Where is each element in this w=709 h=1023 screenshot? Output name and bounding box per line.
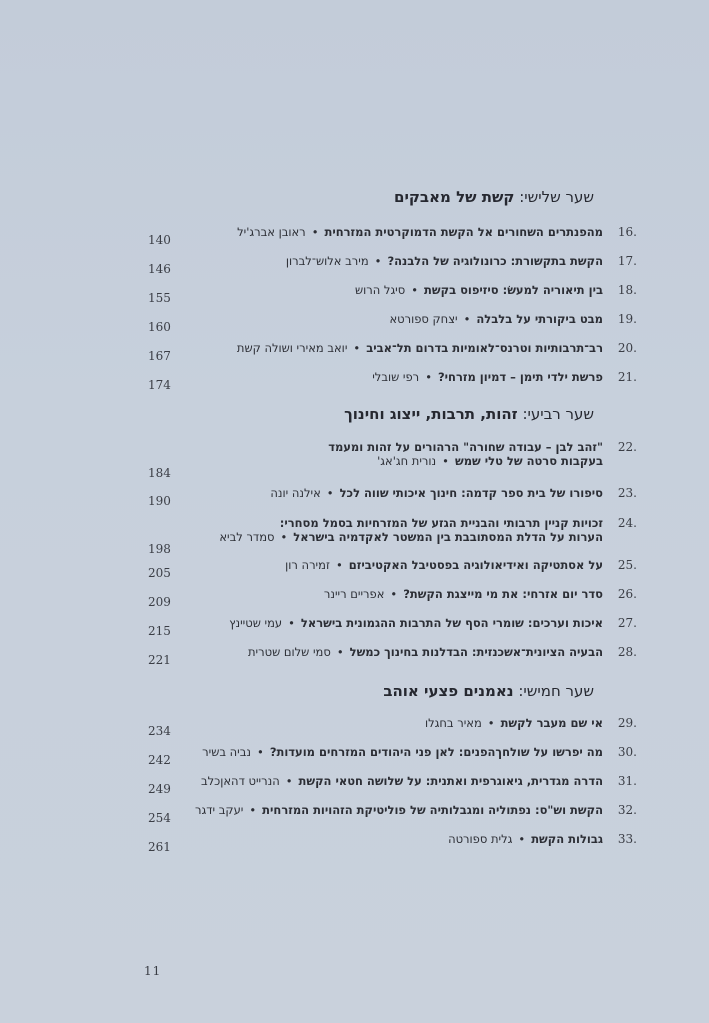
section-prefix: שער רביעי: [522, 405, 594, 423]
entry-number: 25. [617, 558, 637, 572]
toc-entry[interactable] [140, 283, 637, 305]
entry-title: סיפורו של בית ספר קדמה: חינוך איכותי שווה לכל [339, 486, 603, 500]
bullet-separator: • [374, 254, 382, 268]
toc-entry[interactable] [140, 616, 637, 638]
entry-page: 146 [148, 262, 171, 276]
entry-number: 26. [617, 587, 637, 601]
entry-text [285, 558, 603, 572]
toc-entry[interactable] [140, 341, 637, 363]
entry-title: מה יפרשו על שולחךהפנים: לאן פני היהודים המזרחים מועדות? [269, 745, 603, 759]
toc-entry[interactable] [140, 774, 637, 796]
toc-entry[interactable] [140, 516, 637, 556]
entry-number: 30. [617, 745, 637, 759]
toc-entry[interactable] [140, 486, 637, 508]
entry-page: 261 [148, 840, 171, 854]
bullet-separator: • [288, 616, 295, 630]
entry-text [425, 716, 603, 730]
entry-text [248, 645, 603, 659]
entry-author: רפי שובלי [372, 370, 420, 384]
bullet-separator: • [280, 530, 288, 544]
entry-title: גבולות הקשת [531, 832, 603, 846]
entry-page: 140 [148, 233, 171, 247]
bullet-separator: • [518, 832, 526, 846]
entry-page: 221 [148, 653, 171, 667]
bullet-separator: • [353, 341, 361, 355]
bullet-separator: • [442, 454, 449, 468]
entry-number: 28. [617, 645, 637, 659]
bullet-separator: • [336, 645, 344, 659]
bullet-separator: • [326, 486, 334, 500]
entry-number: 22. [617, 440, 637, 454]
toc-entry[interactable] [140, 645, 637, 667]
entry-page: 242 [148, 753, 171, 767]
section-main: נאמנים פצעי אוהב [383, 682, 514, 700]
entry-text [448, 832, 603, 846]
entry-author: סמדר לביא [219, 530, 275, 544]
entry-number: 21. [617, 370, 637, 384]
entry-text [324, 587, 603, 601]
entry-text [219, 516, 603, 544]
entry-number: 16. [617, 225, 637, 239]
entry-title: הדרה מגדרית, גיאוגרפית ואתנית: על שלושה חטאי הקשת [298, 774, 603, 788]
entry-number: 32. [617, 803, 637, 817]
entry-author: הנרייט דהאןכלב [200, 774, 280, 788]
entry-page: 254 [148, 811, 171, 825]
entry-title: מבט ביקורתי על בלבלה [476, 312, 603, 326]
entry-title: מהפנתרים השחורים אל הקשת הדמוקרטית המזרחית [324, 225, 603, 239]
entry-page: 174 [148, 378, 171, 392]
entry-title-line2: בעקבות סרטה של טלי שמש [454, 454, 603, 468]
toc-entry[interactable] [140, 832, 637, 854]
bullet-separator: • [335, 558, 343, 572]
entry-text [195, 803, 603, 817]
entry-title: פרשת ילדי תימן – דמיון מזרחי? [437, 370, 603, 384]
entry-title: סדר יום אזרחי: את מי מייצגת הקשת? [403, 587, 603, 601]
entry-title: איכות וערכים: שומרי הסף של התרבות ההגמונית בישראל [300, 616, 603, 630]
entry-page: 160 [148, 320, 171, 334]
entry-author: נביה בשיר [202, 745, 252, 759]
bullet-separator: • [487, 716, 495, 730]
entry-title-line2: הערות על הדלת המסתובבת בין המשטר לאקדמיה בישראל [293, 530, 603, 544]
section-prefix: שער חמישי: [518, 682, 594, 700]
entry-title: על אסתטיקה ואידיאולוגיה בפסטיבל האקטיביזם [348, 558, 603, 572]
entry-number: 23. [617, 486, 637, 500]
entry-page: 249 [148, 782, 171, 796]
entry-author: מאיר בחגלו [424, 716, 482, 730]
entry-title: בין תיאוריה למעשׂ: סיזיפוס בקשת [424, 283, 603, 297]
entry-text [201, 774, 603, 788]
entry-page: 167 [148, 349, 171, 363]
entry-title: "זהב לבן – עבודה שחורה" הרהורים על זהות ומעמד [328, 440, 603, 454]
entry-text [229, 616, 603, 630]
toc-entry[interactable] [140, 716, 637, 738]
entry-number: 29. [617, 716, 637, 730]
bullet-separator: • [285, 774, 293, 788]
toc-entry[interactable] [140, 254, 637, 276]
entry-number: 24. [617, 516, 637, 530]
entry-page: 190 [148, 494, 171, 508]
entry-author: ראובן אברג'יל [237, 225, 306, 239]
toc-entry[interactable] [140, 587, 637, 609]
entry-number: 20. [617, 341, 637, 355]
entry-page: 209 [148, 595, 171, 609]
entry-number: 18. [617, 283, 637, 297]
entry-number: 17. [617, 254, 637, 268]
entry-number: 33. [617, 832, 637, 846]
entry-author: מירב אלוש־לברון [285, 254, 369, 268]
entry-author: זמירה רון [285, 558, 330, 572]
toc-entry[interactable] [140, 370, 637, 392]
entry-title: אי שם מעבר לקשת [500, 716, 603, 730]
entry-title: הבעיה הציונית־אשכנזית: הבדלנות בחינוך כמשל [349, 645, 603, 659]
bullet-separator: • [390, 587, 398, 601]
entry-author: אפריים ריינר [323, 587, 385, 601]
entry-number: 19. [617, 312, 637, 326]
entry-text [237, 225, 603, 239]
entry-title: זכויות קניין תרבותי והבניית הגזע של המזרחיות בסמל מסחרי: [279, 516, 603, 530]
entry-author: אילנה יונה [270, 486, 321, 500]
entry-text [286, 254, 603, 268]
section-prefix: שער שלישי: [519, 188, 594, 206]
entry-author: גלית ספורטה [448, 832, 513, 846]
section-title [383, 682, 594, 700]
toc-entry[interactable] [140, 312, 637, 334]
entry-text [372, 370, 603, 384]
entry-text [328, 440, 603, 468]
toc-entry[interactable] [140, 225, 637, 247]
toc-entry[interactable] [140, 803, 637, 825]
section-main: קשת של מאבקים [394, 188, 515, 206]
toc-entry[interactable] [140, 440, 637, 480]
bullet-separator: • [311, 225, 319, 239]
page-folio: 11 [144, 964, 162, 978]
toc-entry[interactable] [140, 558, 637, 580]
entry-title: רב־תרבותיות וטרנס־לאומיות בדרום תל־אביב [366, 341, 603, 355]
entry-number: 27. [617, 616, 637, 630]
entry-text [389, 312, 603, 326]
entry-author: נורית חג'אג' [377, 454, 437, 468]
bullet-separator: • [249, 803, 257, 817]
bullet-separator: • [411, 283, 419, 297]
entry-title: הקשת בתקשורת: כרונולוגיה של הלבנה? [387, 254, 603, 268]
entry-page: 184 [148, 466, 171, 480]
entry-author: יצחק ספורטא [389, 312, 458, 326]
bullet-separator: • [425, 370, 432, 384]
toc-entry[interactable] [140, 745, 637, 767]
entry-text [237, 341, 603, 355]
entry-number: 31. [617, 774, 637, 788]
entry-author: סיגל הרוש [354, 283, 406, 297]
entry-author: יואב מאירי ושולה קשת [236, 341, 348, 355]
entry-text [270, 486, 603, 500]
entry-page: 205 [148, 566, 171, 580]
entry-page: 234 [148, 724, 171, 738]
entry-page: 198 [148, 542, 171, 556]
bullet-separator: • [463, 312, 471, 326]
entry-text [355, 283, 603, 297]
entry-author: עמי שטיינץ [229, 616, 283, 630]
entry-author: סמי שלום שטרית [247, 645, 331, 659]
entry-page: 215 [148, 624, 171, 638]
bullet-separator: • [257, 745, 264, 759]
entry-author: יעקב ידגר [195, 803, 244, 817]
entry-page: 155 [148, 291, 171, 305]
entry-text [202, 745, 603, 759]
section-title [394, 188, 594, 206]
section-main: זהות, תרבות, ייצוג וחינוך [344, 405, 518, 423]
entry-title: הקשת וש"ס: נפתוליה ומגבלותיה של פוליטיקת הזהויות המזרחית [262, 803, 603, 817]
section-title [344, 405, 594, 423]
